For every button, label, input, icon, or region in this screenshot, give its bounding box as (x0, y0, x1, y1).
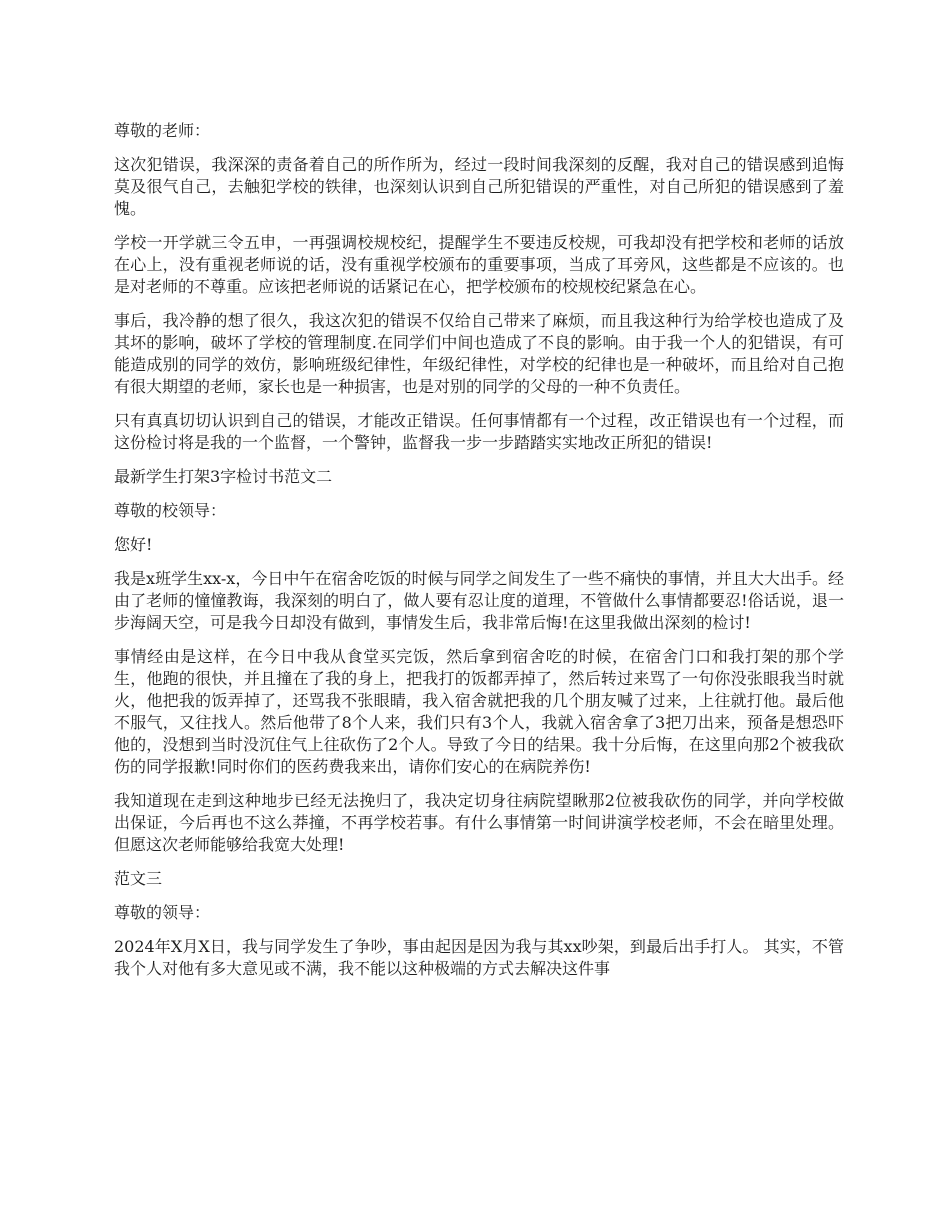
paragraph-incident: 事情经由是这样，在今日中我从食堂买完饭，然后拿到宿舍吃的时候，在宿舍门口和我打架的那个学生，他跑的很快，并且撞在了我的身上，把我打的饭都弄掉了，然后转过来骂了一句你没张眼我当时就火，他把我的饭弄掉了，还骂我不张眼睛，我入宿舍就把我的几个朋友喊了过来，上往就打他。最后他不服气，又往找人。然后他带了8个人来，我们只有3个人，我就入宿舍拿了3把刀出来，预备是想恐吓他的，没想到当时没沉住气上往砍伤了2个人。导致了今日的结果。我十分后悔，在这里向那2个被我砍伤的同学报歉!同时你们的医药费我来出，请你们安心的在病院养伤! (114, 647, 844, 776)
paragraph-reflection: 这次犯错误，我深深的责备着自己的所作所为，经过一段时间我深刻的反醒，我对自己的错误感到追悔莫及很气自己，去触犯学校的铁律，也深刻认识到自己所犯错误的严重性，对自己所犯的错误感到了羞愧。 (114, 155, 844, 218)
paragraph-introduction: 我是x班学生xx-x，今日中午在宿舍吃饭的时候与同学之间发生了一些不痛快的事情，并且大大出手。经由了老师的憧憧教诲，我深刻的明白了，做人要有忍让度的道理，不管做什么事情都要忍!俗话说，退一步海阔天空，可是我今日却没有做到，事情发生后，我非常后悔!在这里我做出深刻的检讨! (114, 569, 844, 632)
paragraph-correction: 只有真真切切认识到自己的错误，才能改正错误。任何事情都有一个过程，改正错误也有一个过程，而这份检讨将是我的一个监督，一个警钟，监督我一步一步踏踏实实地改正所犯的错误! (114, 411, 844, 452)
salutation-school-leaders: 尊敬的校领导： (114, 501, 227, 520)
paragraph-school-rules: 学校一开学就三令五申，一再强调校规校纪，提醒学生不要违反校规，可我却没有把学校和老师的话放在心上，没有重视老师说的话，没有重视学校颁布的重要事项，当成了耳旁风，这些都是不应该的。也是对老师的不尊重。应该把老师说的话紧记在心，把学校颁布的校规校纪紧急在心。 (114, 233, 844, 296)
section-title-sample-three: 范文三 (114, 869, 163, 888)
paragraph-promise: 我知道现在走到这种地步已经无法挽归了，我决定切身往病院望瞅那2位被我砍伤的同学，并向学校做出保证，今后再也不这么莽撞，不再学校若事。有什么事情第一时间讲演学校老师，不会在暗里处理。但愿这次老师能够给我宽大处理! (114, 791, 844, 854)
greeting: 您好! (114, 535, 153, 554)
paragraph-sample-three-start: 2024年X月X日，我与同学发生了争吵，事由起因是因为我与其xx吵架，到最后出手打人。 其实，不管我个人对他有多大意见或不满，我不能以这种极端的方式去解决这件事 (114, 937, 844, 978)
salutation-teacher: 尊敬的老师： (114, 121, 211, 140)
document-body (114, 120, 844, 992)
salutation-leaders: 尊敬的领导： (114, 903, 211, 922)
section-title-sample-two: 最新学生打架3字检讨书范文二 (114, 467, 333, 486)
paragraph-consequences: 事后，我冷静的想了很久，我这次犯的错误不仅给自己带来了麻烦，而且我这种行为给学校也造成了及其坏的影响，破坏了学校的管理制度.在同学们中间也造成了不良的影响。由于我一个人的犯错误，有可能造成别的同学的效仿，影响班级纪律性，年级纪律性，对学校的纪律也是一种破坏，而且给对自己抱有很大期望的老师，家长也是一种损害，也是对别的同学的父母的一种不负责任。 (114, 311, 844, 396)
